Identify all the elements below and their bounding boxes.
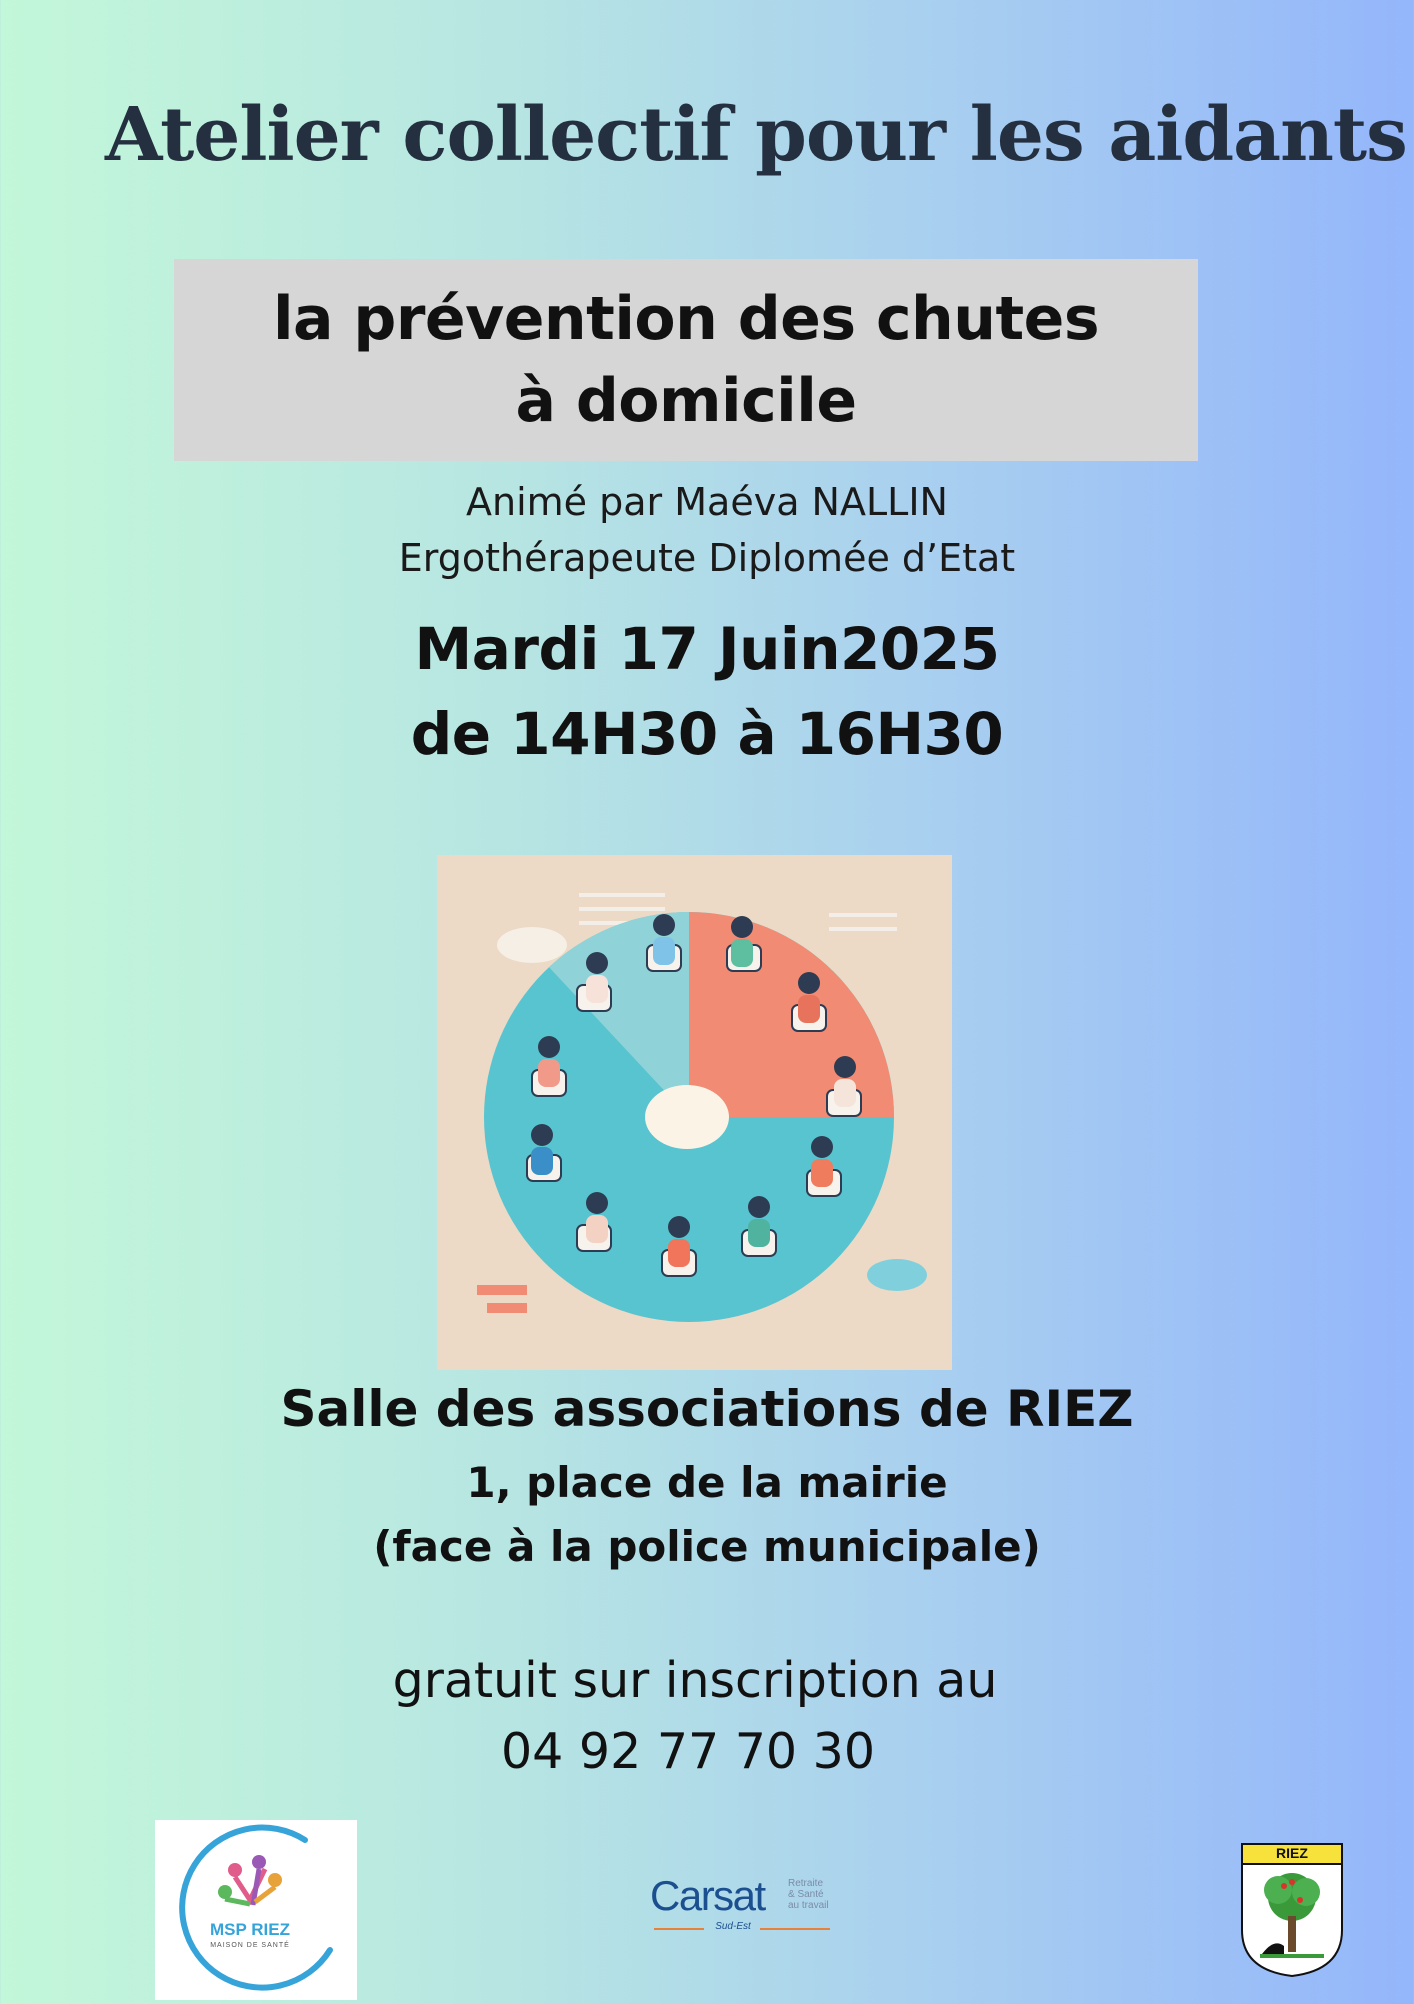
venue-address: 1, place de la mairie: [466, 1458, 948, 1507]
msp-riez-logo: [155, 1820, 357, 2000]
msp-logo-name: MSP RIEZ: [210, 1920, 290, 1939]
venue-note: (face à la police municipale): [373, 1522, 1041, 1571]
carsat-logo-name: Carsat: [650, 1872, 765, 1919]
carsat-tag-1: Retraite: [788, 1878, 824, 1889]
event-time: de 14H30 à 16H30: [410, 700, 1004, 768]
registration-phone: 04 92 77 70 30: [500, 1723, 876, 1780]
carsat-rule-left: [654, 1928, 704, 1930]
carsat-region: Sud-Est: [715, 1921, 751, 1932]
group-circle-illustration: [437, 855, 952, 1370]
subject-line-2: à domicile: [515, 366, 857, 436]
subject-banner: [174, 259, 1198, 461]
illustration-graphic: [437, 855, 952, 1370]
riez-coat-of-arms: [1240, 1842, 1344, 1978]
msp-logo-graphic: [155, 1820, 357, 2000]
carsat-logo: [650, 1872, 840, 1942]
carsat-tagline: [788, 1878, 829, 1911]
venue-name: Salle des associations de RIEZ: [280, 1380, 1134, 1438]
carsat-rule-right: [760, 1928, 830, 1930]
page-title: Atelier collectif pour les aidants: [105, 92, 1407, 178]
event-date: Mardi 17 Juin2025: [414, 615, 1000, 683]
registration-text: gratuit sur inscription au: [392, 1652, 998, 1709]
carsat-tag-2: & Santé: [788, 1889, 824, 1900]
riez-logo-name: RIEZ: [1276, 1845, 1308, 1861]
riez-shield-graphic: [1240, 1842, 1344, 1978]
carsat-tag-3: au travail: [788, 1900, 829, 1911]
host-title: Ergothérapeute Diplomée d’Etat: [398, 536, 1016, 580]
host-name: Animé par Maéva NALLIN: [466, 480, 948, 524]
subject-line-1: la prévention des chutes: [272, 284, 1100, 354]
msp-logo-sub: MAISON DE SANTÉ: [210, 1942, 290, 1949]
